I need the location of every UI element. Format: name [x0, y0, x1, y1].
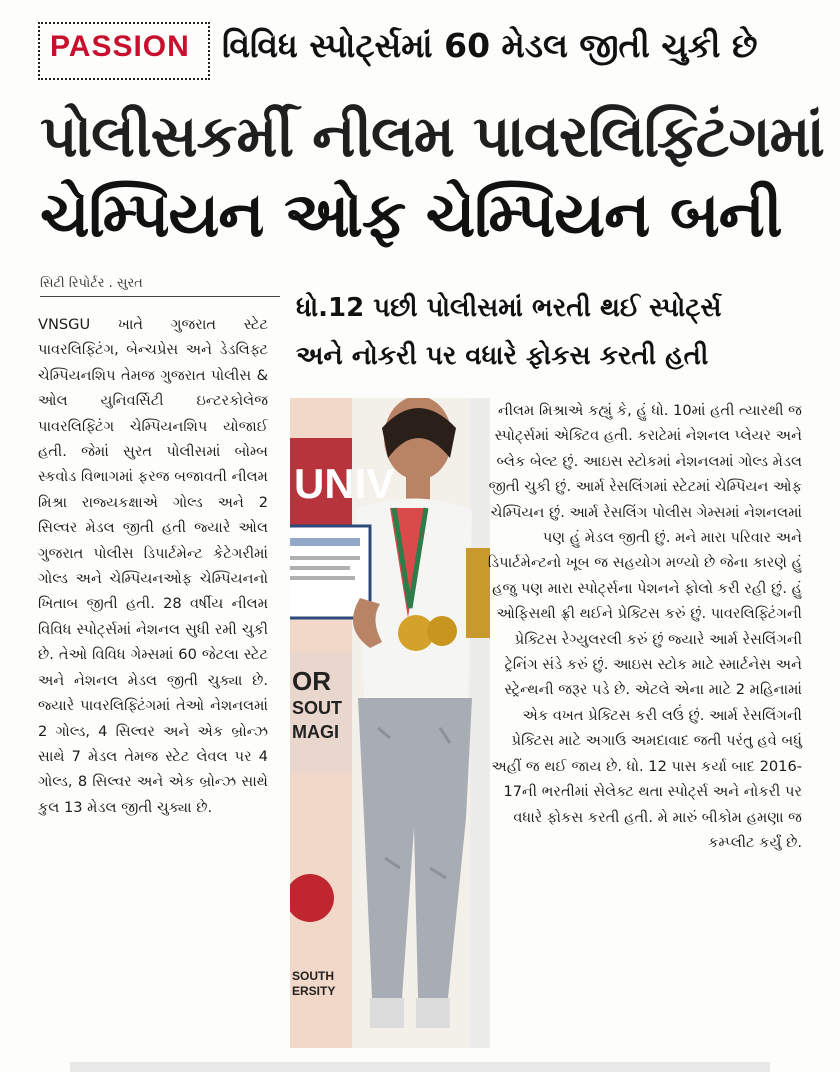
banner-text-magi: MAGI	[292, 722, 339, 742]
headline-line-2: ચેમ્પિયન ઓફ ચેમ્પિયન બની	[40, 178, 782, 251]
byline: સિટી રિપોર્ટર . સુરત	[40, 276, 143, 291]
subhead-line-2: અને નોકરી પર વધારે ફોકસ કરતી હતી	[296, 341, 709, 371]
body-left-paragraph: VNSGU ખાતે ગુજરાત સ્ટેટ પાવરલિફ્ટિંગ, બેન્ચપ્રેસ અને ડેડલિફ્ટ ચેમ્પિયનશિપ તેમજ ગુજરાત પોલીસ & ઓલ યુનિવર્સિટી ઇન્ટરકોલેજ પાવરલિફ્ટિંગ ચેમ્પિયનશિપ યોજાઈ હતી. જેમાં સુરત પોલીસમાં બોમ્બ સ્કવોડ વિભાગમાં ફરજ બજાવતી નીલમ મિશ્રા રાજ્યકક્ષાએ ગોલ્ડ અને 2 સિલ્વર મેડલ જીતી હતી જ્યારે ઓલ ગુજરાત પોલીસ ડિપાર્ટમેન્ટ કેટેગરીમાં ગોલ્ડ અને ચેમ્પિયનઓફ ચેમ્પિયનનો ખિતાબ જીતી હતી. 28 વર્ષીય નીલમ વિવિધ સ્પોર્ટ્સમાં નેશનલ સુધી રમી ચુકી છે. તેઓ વિવિધ ગેમ્સમાં 60 જેટલા સ્ટેટ અને નેશનલ મેડલ જીતી ચુક્યા છે. જ્યારે પાવરલિફ્ટિંગમાં તેઓ નેશનલમાં 2 ગોલ્ડ, 4 સિલ્વર અને એક બ્રોન્ઝ સાથે 7 મેડલ તેમજ સ્ટેટ લેવલ પર 4 ગોલ્ડ, 8 સિલ્વર અને એક બ્રોન્ઝ સાથે કુલ 13 મેડલ જીતી ચુક્યા છે.	[38, 316, 268, 816]
kicker-box	[38, 22, 210, 80]
article-body-left	[38, 312, 268, 820]
kicker-headline: વિવિધ સ્પોર્ટ્સમાં 60 મેડલ જીતી ચુકી છે	[222, 26, 758, 65]
body-right-paragraph: નીલમ મિશ્રાએ કહ્યું કે, હું ધો. 10માં હતી ત્યારથી જ સ્પોર્ટ્સમાં એક્ટિવ હતી. કરાટેમાં નેશનલ પ્લેયર અને બ્લેક બેલ્ટ છું. આઇસ સ્ટોકમાં નેશનલમાં ગોલ્ડ મેડલ જીતી ચુકી છું. આર્મ રેસલિંગમાં સ્ટેટમાં ચેમ્પિયન ઓફ ચેમ્પિયન છું. આર્મ રેસલિંગ પોલીસ ગેમ્સમાં નેશનલમાં પણ હું મેડલ જીતી છું. મને મારા પરિવાર અને ડિપાર્ટમેન્ટનો ખૂબ જ સહયોગ મળ્યો છે જેના કારણે હું હજુ પણ મારા સ્પોર્ટ્સના પેશનને ફોલો કરી રહી છું. હું ઓફિસથી ફ્રી થઈને પ્રેક્ટિસ કરું છું. પાવરલિફ્ટિંગની પ્રેક્ટિસ રેગ્યુલરલી કરું છું જ્યારે આર્મ રેસલિંગની ટ્રેનિંગ સંડે કરું છું. આઇસ સ્ટોક માટે સ્માર્ટનેસ અને સ્ટ્રેન્થની જરૂર પડે છે. એટલે એના માટે 2 મહિનામાં એક વખત પ્રેક્ટિસ કરી લઉં છું. આર્મ રેસલિંગની પ્રેક્ટિસ માટે અગાઉ અમદાવાદ જતી પરંતુ હવે બધું અહીં જ થઈ જાય છે. ધો. 12 પાસ કર્યા બાદ 2016-17ની ભરતીમાં સેલેક્ટ થતા સ્પોર્ટ્સ અને નોકરી પર વધારે ફોકસ કરતી હતી. મે મારું બીકોમ હમણા જ કમ્પ્લીટ કર્યું છે.	[487, 402, 802, 851]
banner-text-sout: SOUT	[292, 698, 343, 718]
byline-rule	[40, 296, 280, 297]
article-body-right	[480, 398, 802, 855]
headline-line-1: પોલીસકર્મી નીલમ પાવરલિફ્ટિંગમાં	[40, 102, 824, 170]
subhead-line-1: ધો.12 પછી પોલીસમાં ભરતી થઈ સ્પોર્ટ્સ	[296, 293, 722, 323]
banner-text-univ: UNIV	[294, 460, 395, 507]
banner-text-ersity: ERSITY	[292, 984, 336, 998]
page-bottom-edge	[70, 1062, 770, 1072]
banner-text-or: OR	[292, 666, 331, 696]
athlete-photo	[290, 398, 490, 1048]
subhead	[296, 284, 721, 380]
banner-text-south: SOUTH	[292, 969, 334, 983]
athlete-photo-illustration	[290, 398, 490, 1048]
kicker-label: PASSION	[50, 30, 190, 63]
